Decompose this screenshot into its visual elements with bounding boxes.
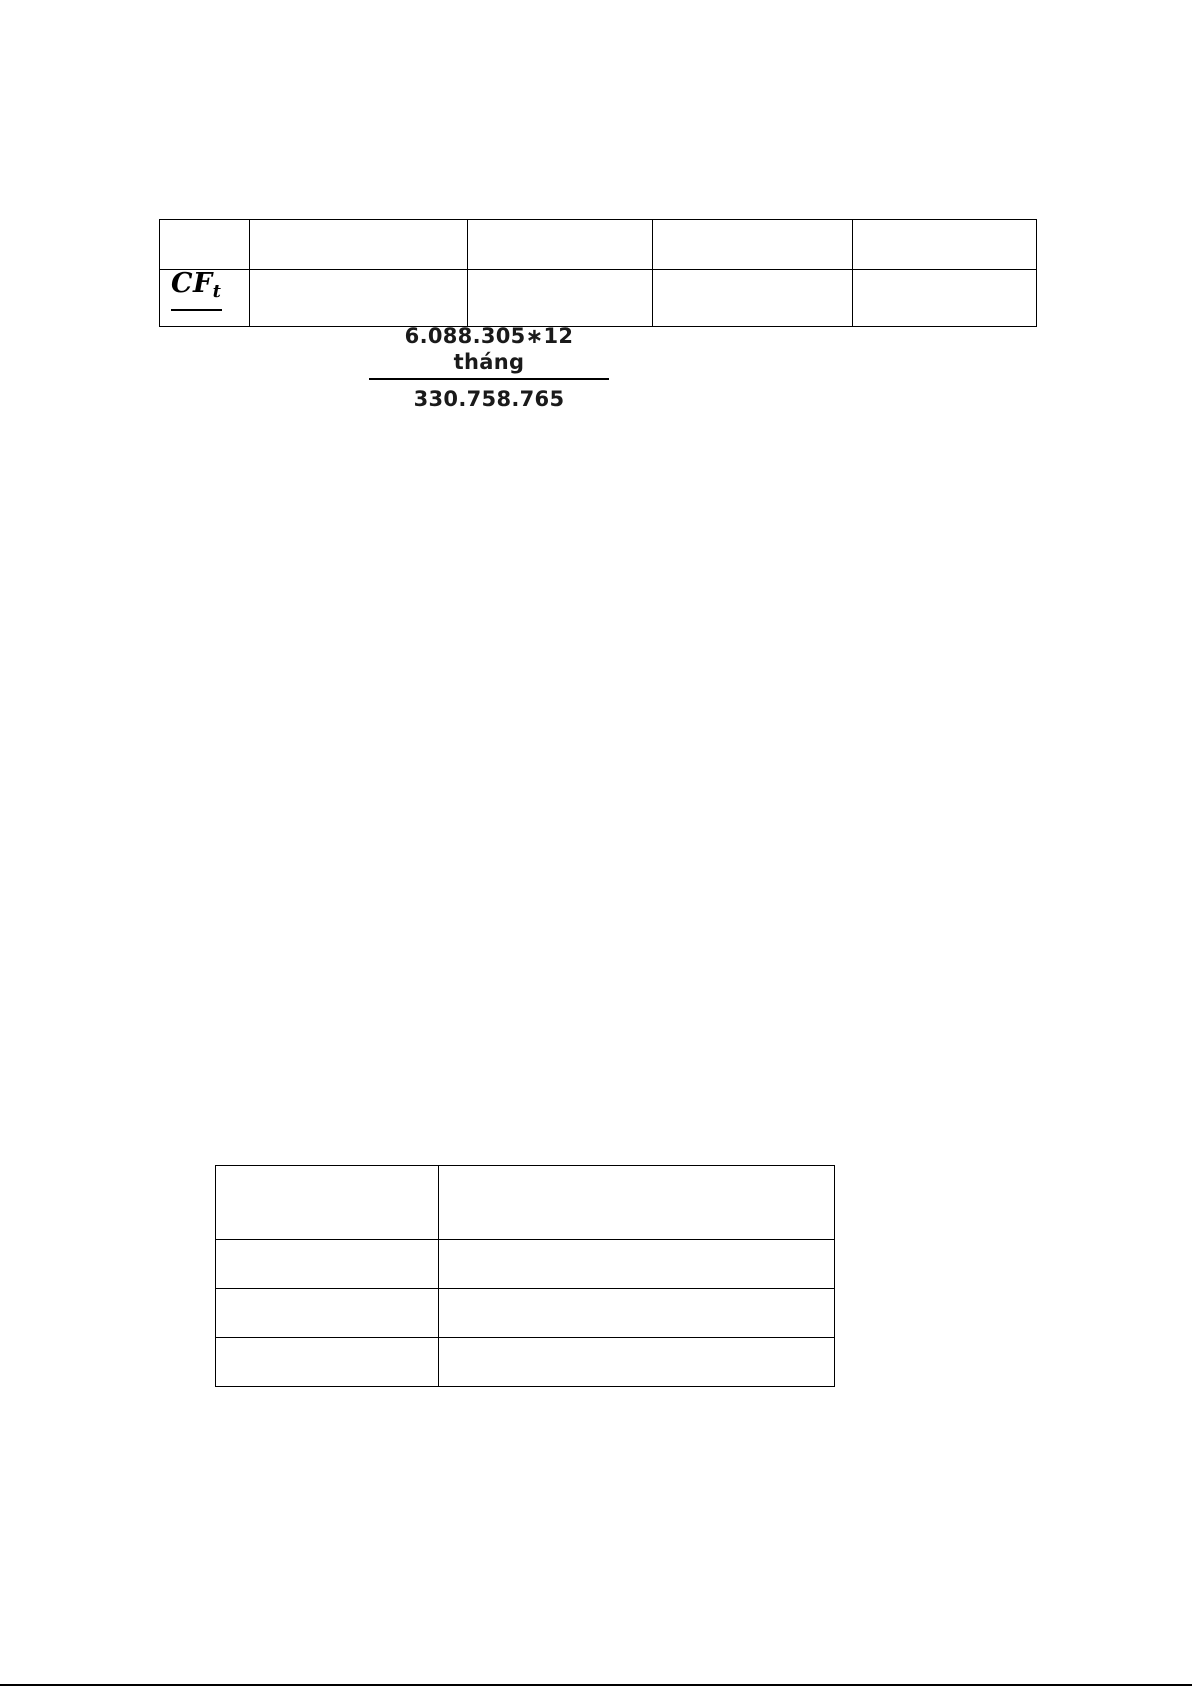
table-cell [653,220,853,270]
table-cell-row-label [160,270,250,327]
table-cell [439,1338,835,1387]
cash-flow-table [159,219,1037,327]
table-cell [439,1166,835,1240]
table-cell [216,1338,439,1387]
table-row [160,220,1037,270]
table-cell [439,1289,835,1338]
fraction-numerator: 6.088.305∗12 tháng [369,323,609,380]
table-cell [250,270,468,327]
table-row [216,1240,835,1289]
table-cell [216,1289,439,1338]
table-cell [216,1166,439,1240]
fraction-denominator: 330.758.765 [413,387,565,411]
table-row [216,1166,835,1240]
table-row [160,270,1037,327]
table-cell [216,1240,439,1289]
table-cell [653,270,853,327]
payback-fraction [369,323,609,412]
table-cell [439,1240,835,1289]
table-cell [468,220,653,270]
summary-table [215,1165,835,1387]
table-cell [468,270,653,327]
table-row [216,1289,835,1338]
cf-t-symbol [171,270,222,311]
table-cell [853,270,1037,327]
table-row [216,1338,835,1387]
cf-symbol-subscript: t [212,281,222,302]
table-cell [250,220,468,270]
table-cell [160,220,250,270]
table-cell [853,220,1037,270]
cf-symbol-base: CF [171,268,213,299]
